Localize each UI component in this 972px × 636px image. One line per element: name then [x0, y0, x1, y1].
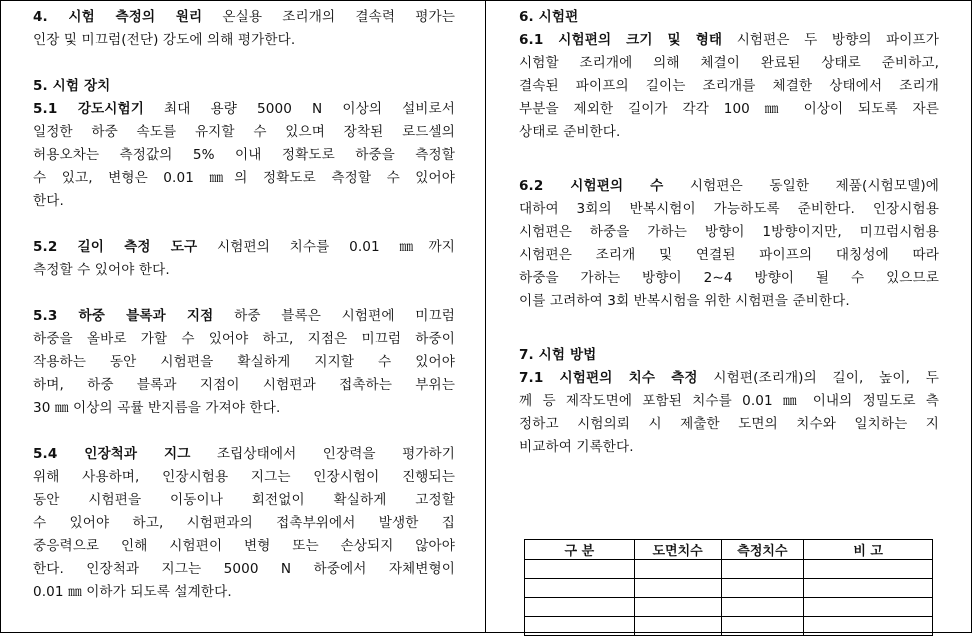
- section-5-1-line-2: 일정한 하중 속도를 유지할 수 있으며 장착된 로드셀의: [33, 124, 455, 140]
- section-6-1-line-2: 시험할 조리개에 의해 체결이 완료된 상태로 준비하고,: [519, 55, 939, 71]
- section-5-4-line-6: 한다. 인장척과 지그는 5000 N 하중에서 자체변형이: [33, 561, 455, 577]
- section-6-2-text-1: 시험편은 동일한 제품(시험모델)에: [689, 178, 939, 194]
- section-7-1-line-2: 께 등 제작도면에 포함된 치수를 0.01 ㎜ 이내의 정밀도로 측: [519, 393, 939, 409]
- section-5-2-line-2: 측정할 수 있어야 한다.: [33, 262, 170, 278]
- section-7-1-title: 7.1 시험편의 치수 측정: [519, 370, 698, 386]
- table-cell: [804, 598, 933, 617]
- right-column: [519, 6, 939, 459]
- section-5-4-line-1: [33, 443, 455, 466]
- table-cell: [525, 560, 635, 579]
- section-6-1-line-4: 부분을 제외한 길이가 각각 100 ㎜ 이상이 되도록 자른: [519, 101, 939, 117]
- section-5-1-line-4: 수 있고, 변형은 0.01 ㎜의 정확도로 측정할 수 있어야: [33, 170, 455, 186]
- section-5-4-line-5: 중응력으로 인해 시험편이 변형 또는 손상되지 않아야: [33, 538, 455, 554]
- section-4-text-1: 온실용 조리개의 결속력 평가는: [222, 9, 455, 25]
- table-header-category: 구 분: [525, 540, 635, 560]
- section-6-1-line-5: 상태로 준비한다.: [519, 124, 621, 140]
- table-cell: [804, 579, 933, 598]
- section-6-2-title: 6.2 시험편의 수: [519, 178, 664, 194]
- section-6-1-line-1: [519, 29, 939, 52]
- section-5-1-title: 5.1 강도시험기: [33, 101, 144, 117]
- table-cell: [634, 560, 721, 579]
- section-5-1-line-3: 허용오차는 측정값의 5% 이내 정확도로 하중을 측정할: [33, 147, 455, 163]
- section-5-title: 5. 시험 장치: [33, 78, 111, 94]
- section-6-2-line-3: 시험편은 하중을 가하는 방향이 1방향이지만, 미끄럼시험용: [519, 224, 939, 240]
- section-5-3-line-5: 30 ㎜ 이상의 곡률 반지름을 가져야 한다.: [33, 400, 281, 416]
- section-4-title: 4. 시험 측정의 원리: [33, 9, 203, 25]
- section-5-3-line-2: 하중을 올바로 가할 수 있어야 하고, 지점은 미끄럼 하중이: [33, 331, 455, 347]
- table-row: [525, 598, 933, 617]
- left-column: [33, 6, 455, 604]
- section-5-1-line-5: 한다.: [33, 193, 64, 209]
- section-6-1-text-1: 시험편은 두 방향의 파이프가: [736, 32, 940, 48]
- section-5-3-line-4: 하며, 하중 블록과 지점이 시험편과 접촉하는 부위는: [33, 377, 455, 393]
- section-5-2-text-1: 시험편의 치수를 0.01 ㎜까지: [217, 239, 455, 255]
- section-4-line-2: 인장 및 미끄럼(전단) 강도에 의해 평가한다.: [33, 32, 296, 48]
- table-cell: [721, 560, 804, 579]
- section-5-2-line-1: [33, 236, 455, 259]
- column-divider: [485, 0, 486, 633]
- table-cell: [804, 560, 933, 579]
- section-5-4-line-3: 동안 시험편을 이동이나 회전없이 확실하게 고정할: [33, 492, 455, 508]
- table-cell: [721, 579, 804, 598]
- table-header-measured-dimension: 측정치수: [721, 540, 804, 560]
- table-cell: [634, 598, 721, 617]
- table-cell: [634, 579, 721, 598]
- section-6-2-line-1: [519, 175, 939, 198]
- table-header-remarks: 비 고: [804, 540, 933, 560]
- table-row: [525, 560, 933, 579]
- section-5-4-text-1: 조립상태에서 인장력을 평가하기: [216, 446, 456, 462]
- section-5-4-title: 5.4 인장척과 지그: [33, 446, 191, 462]
- section-6-1-title: 6.1 시험편의 크기 및 형태: [519, 32, 723, 48]
- section-6-title: 6. 시험편: [519, 9, 579, 25]
- section-4-line-1: [33, 6, 455, 29]
- section-5-3-line-1: [33, 305, 455, 328]
- section-6-2-line-4: 시험편은 조리개 및 연결된 파이프의 대칭성에 따라: [519, 247, 939, 263]
- section-5-4-line-2: 위해 사용하며, 인장시험용 지그는 인장시험이 진행되는: [33, 469, 455, 485]
- section-5-1-text-1: 최대 용량 5000 N 이상의 설비로서: [164, 101, 456, 117]
- section-5-4-line-7: 0.01 ㎜ 이하가 되도록 설계한다.: [33, 584, 232, 600]
- table-cell: [525, 579, 635, 598]
- table-row: [525, 579, 933, 598]
- section-7-1-line-1: [519, 367, 939, 390]
- section-6-2-line-6: 이를 고려하여 3회 반복시험을 위한 시험편을 준비한다.: [519, 293, 850, 309]
- section-5-3-text-1: 하중 블록은 시험편에 미끄럼: [234, 308, 456, 324]
- section-7-1-line-3: 정하고 시험의뢰 시 제출한 도면의 치수와 일치하는 지: [519, 416, 939, 432]
- section-5-2-title: 5.2 길이 측정 도구: [33, 239, 198, 255]
- table-header-drawing-dimension: 도면치수: [634, 540, 721, 560]
- dimension-comparison-table: [524, 539, 933, 636]
- section-7-title: 7. 시험 방법: [519, 347, 597, 363]
- section-7-1-line-4: 비교하여 기록한다.: [519, 439, 634, 455]
- section-5-3-line-3: 작용하는 동안 시험편을 확실하게 지지할 수 있어야: [33, 354, 455, 370]
- section-6-2-line-2: 대하여 3회의 반복시험이 가능하도록 준비한다. 인장시험용: [519, 201, 939, 217]
- table-cell: [525, 598, 635, 617]
- section-5-1-line-1: [33, 98, 455, 121]
- table-cell: [721, 598, 804, 617]
- table-header-row: [525, 540, 933, 560]
- section-6-2-line-5: 하중을 가하는 방향이 2∼4 방향이 될 수 있으므로: [519, 270, 939, 286]
- section-7-1-text-1: 시험편(조리개)의 길이, 높이, 두: [713, 370, 939, 386]
- section-5-3-title: 5.3 하중 블록과 지점: [33, 308, 214, 324]
- section-5-4-line-4: 수 있어야 하고, 시험편과의 접촉부위에서 발생한 집: [33, 515, 455, 531]
- section-6-1-line-3: 결속된 파이프의 길이는 조리개를 체결한 상태에서 조리개: [519, 78, 939, 94]
